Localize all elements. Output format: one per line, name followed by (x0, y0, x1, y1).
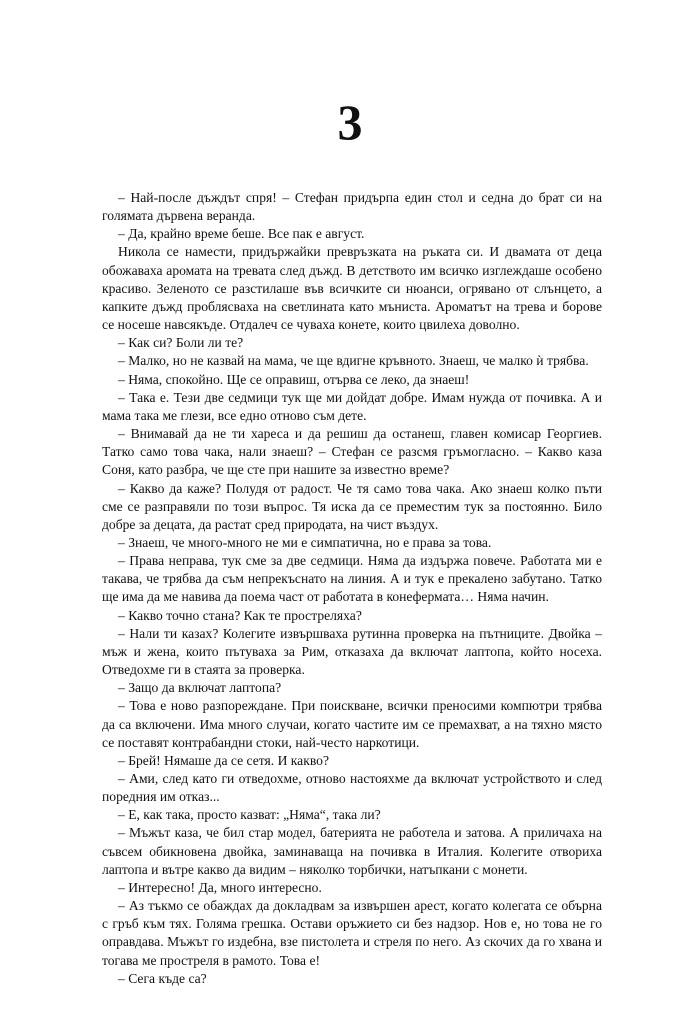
paragraph: – Аз тъкмо се обаждах да докладвам за извършен арест, когато колегата се обърна с гръб към тях. Голяма грешка. Остави оръжието си без надзор. Нов е, но това не го оправдава. Мъжът го издебна, взе пистолета и стреля по него. Аз скочих да го хвана и тогава ме простреля в рамото. Това е! (102, 898, 602, 968)
chapter-body (102, 189, 602, 988)
paragraph: – Сега къде са? (118, 970, 207, 986)
chapter-number: 3 (337, 94, 363, 150)
paragraph: – Как си? Боли ли те? (118, 335, 244, 351)
paragraph: – Какво да каже? Полудя от радост. Че тя само това чака. Ако знаеш колко пъти сме се разправяли по този въпрос. Тя иска да се преместим тук за постоянно. Било добре за децата, да растат сред природата, на чист въздух. (102, 480, 602, 532)
paragraph: – Ами, след като ги отведохме, отново настояхме да включат устройството и след поредния им отказ... (102, 771, 602, 805)
paragraph: – Внимавай да не ти хареса и да решиш да останеш, главен комисар Георгиев. Татко само това чака, нали знаеш? – Стефан се разсмя гръмогласно. – Какво каза Соня, като разбра, че ще сте при нашите за известно време? (102, 426, 602, 478)
paragraph: – Мъжът каза, че бил стар модел, батерията не работела и затова. А приличаха на съвсем обикновена двойка, заминаваща на почивка в Италия. Колегите отвориха лаптопа и вътре какво да видим – няколко торбички, натъпкани с монети. (102, 825, 602, 877)
paragraph: – Малко, но не казвай на мама, че ще вдигне кръвното. Знаеш, че малко ѝ трябва. (118, 353, 589, 369)
paragraph: – Така е. Тези две седмици тук ще ми дойдат добре. Имам нужда от почивка. А и мама така ме глези, все едно отново съм дете. (102, 389, 602, 423)
paragraph: – Права неправа, тук сме за две седмици. Няма да издържа повече. Работата ми е такава, че трябва да съм непрекъснато на линия. А и тук е прекалено забутано. Татко ще има да ме навива да поема част от работата в конефермата… Няма начин. (102, 553, 602, 605)
paragraph: – Нали ти казах? Колегите извършваха рутинна проверка на пътниците. Двойка – мъж и жена, които пътуваха за Рим, отказаха да включат лаптопа, който носеха. Отведохме ги в стаята за проверка. (102, 625, 602, 678)
paragraph: – Брей! Нямаше да се сетя. И какво? (118, 752, 329, 768)
paragraph: – Най-после дъждът спря! – Стефан придърпа един стол и седна до брат си на голямата дървена веранда. (102, 190, 602, 224)
paragraph: – Е, как така, просто казват: „Няма“, така ли? (118, 807, 381, 823)
paragraph: – Защо да включат лаптопа? (118, 680, 282, 696)
paragraph: – Знаеш, че много-много не ми е симпатична, но е права за това. (118, 534, 492, 550)
paragraph: – Интересно! Да, много интересно. (118, 879, 322, 895)
paragraph: Никола се намести, придържайки превръзката на ръката си. И двамата от деца обожаваха аромата на тревата след дъжд. В детството им всичко изглеждаше особено красиво. Зеленото се разстилаше във всичките си нюанси, огрявано от слънцето, а капките дъжд проблясваха на светлината като мъниста. Ароматът на трева и борове се носеше навсякъде. Отдалеч се чуваха конете, които цвилеха доволно. (102, 244, 602, 333)
paragraph: – Няма, спокойно. Ще се оправиш, отърва се леко, да знаеш! (118, 371, 470, 387)
paragraph: – Това е ново разпореждане. При поискване, всички преносими компютри трябва да са включени. Има много случаи, когато частите им се премахват, а на тяхно място се поставят контрабандни стоки, най-често наркотици. (102, 698, 602, 750)
paragraph: – Да, крайно време беше. Все пак е август. (118, 226, 365, 242)
paragraph: – Какво точно стана? Как те простреляха? (118, 607, 362, 623)
